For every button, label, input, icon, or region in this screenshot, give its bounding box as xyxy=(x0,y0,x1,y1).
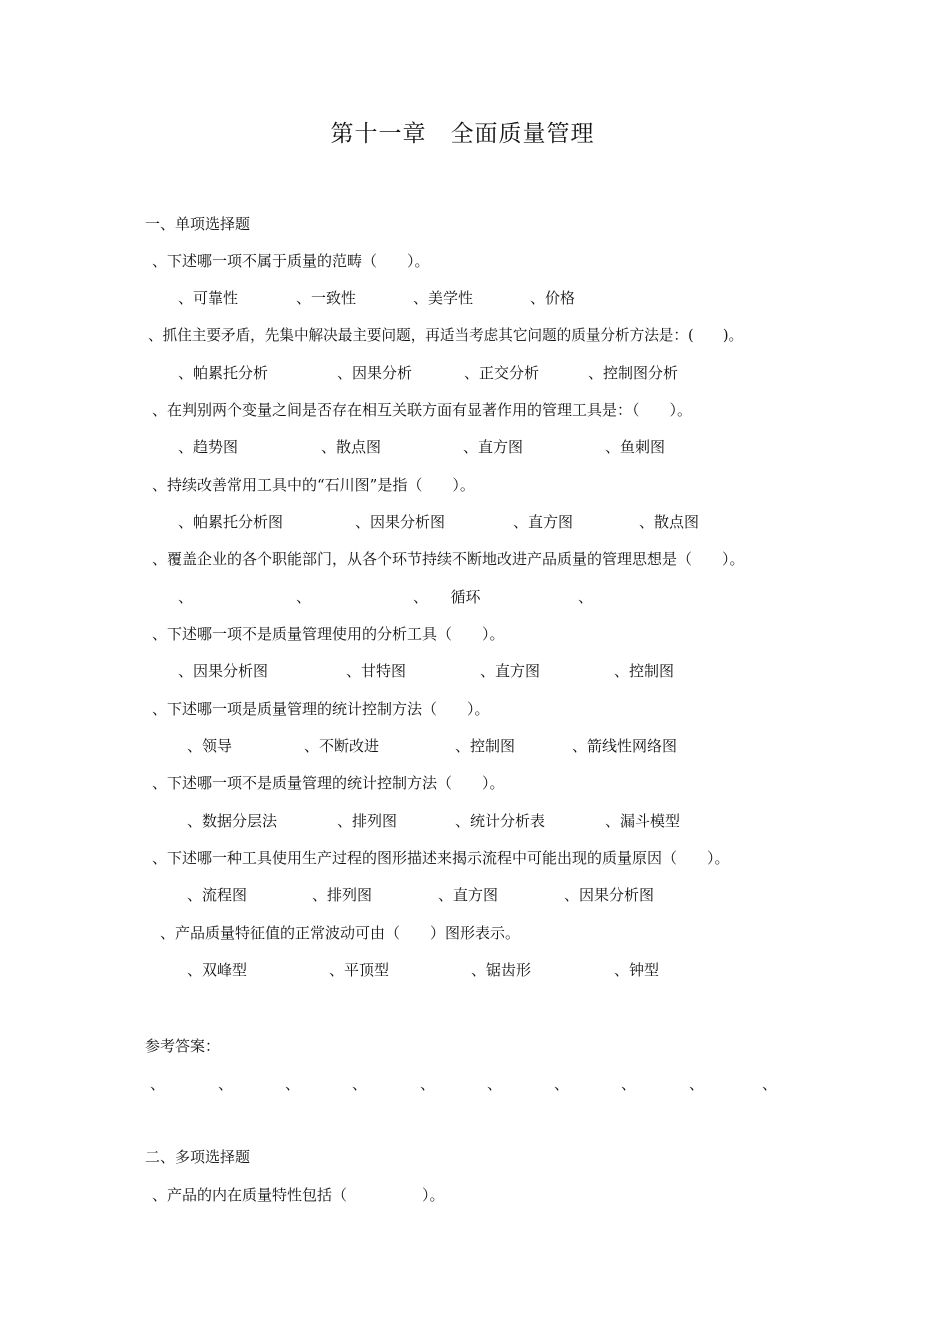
option-row xyxy=(0,436,950,458)
option: 、鱼刺图 xyxy=(605,438,666,456)
option: 、统计分析表 xyxy=(455,812,546,830)
option: 、一致性 xyxy=(296,289,357,307)
option: 、价格 xyxy=(530,289,576,307)
option: 、直方图 xyxy=(513,513,574,531)
question-stem: 、抓住主要矛盾，先集中解决最主要问题，再适当考虑其它问题的质量分析方法是：( )。 xyxy=(148,327,744,344)
answer-slot: 、 xyxy=(762,1075,778,1093)
option: 、直方图 xyxy=(463,438,524,456)
option: 、双峰型 xyxy=(187,961,248,979)
answer-slot: 、 xyxy=(554,1075,570,1093)
option: 、领导 xyxy=(187,737,233,755)
option: 、帕累托分析图 xyxy=(178,513,284,531)
option: 、控制图 xyxy=(614,662,675,680)
option: 、直方图 xyxy=(438,886,499,904)
option: 、控制图分析 xyxy=(588,364,679,382)
option-row xyxy=(0,511,950,533)
option-row xyxy=(0,362,950,384)
option: 、散点图 xyxy=(321,438,382,456)
option: 、直方图 xyxy=(480,662,541,680)
section-heading-single-choice: 一、单项选择题 xyxy=(145,215,251,233)
option-row xyxy=(0,959,950,981)
option: 、散点图 xyxy=(639,513,700,531)
option-row xyxy=(0,287,950,309)
question-stem: 、下述哪一项是质量管理的统计控制方法（ ）。 xyxy=(152,700,490,718)
answers-row xyxy=(0,1073,950,1095)
option: 、 xyxy=(296,588,312,606)
answer-slot: 、 xyxy=(352,1075,368,1093)
question-stem: 、下述哪一种工具使用生产过程的图形描述来揭示流程中可能出现的质量原因（ ）。 xyxy=(152,849,730,867)
option: 、平顶型 xyxy=(329,961,390,979)
answer-slot: 、 xyxy=(689,1075,705,1093)
question-stem: 、产品质量特征值的正常波动可由（ ）图形表示。 xyxy=(160,924,521,942)
option: 、排列图 xyxy=(337,812,398,830)
answer-slot: 、 xyxy=(150,1075,166,1093)
option-row xyxy=(0,586,950,608)
option: 、 xyxy=(178,588,194,606)
option: 、美学性 xyxy=(413,289,474,307)
option: 、趋势图 xyxy=(178,438,239,456)
option: 、因果分析 xyxy=(337,364,413,382)
question-stem: 、下述哪一项不是质量管理使用的分析工具（ ）。 xyxy=(152,625,505,643)
question-stem: 、下述哪一项不属于质量的范畴（ ）。 xyxy=(152,252,430,270)
option: 、漏斗模型 xyxy=(605,812,681,830)
answer-slot: 、 xyxy=(218,1075,234,1093)
option: 、钟型 xyxy=(614,961,660,979)
answer-slot: 、 xyxy=(420,1075,436,1093)
option: 、因果分析图 xyxy=(178,662,269,680)
question-stem: 、产品的内在质量特性包括（ ）。 xyxy=(152,1186,445,1204)
option-row xyxy=(0,810,950,832)
chapter-title: 第十一章 全面质量管理 xyxy=(330,121,595,147)
option: 、正交分析 xyxy=(464,364,540,382)
option: 、 xyxy=(578,588,594,606)
question-stem: 、在判别两个变量之间是否存在相互关联方面有显著作用的管理工具是：（ ）。 xyxy=(152,401,693,419)
option: 、流程图 xyxy=(187,886,248,904)
question-stem: 、下述哪一项不是质量管理的统计控制方法（ ）。 xyxy=(152,774,505,792)
answer-slot: 、 xyxy=(621,1075,637,1093)
option: 、锯齿形 xyxy=(471,961,532,979)
option-row xyxy=(0,884,950,906)
option: 、 循环 xyxy=(413,588,481,606)
answers-heading: 参考答案： xyxy=(145,1037,221,1055)
question-stem: 、覆盖企业的各个职能部门，从各个环节持续不断地改进产品质量的管理思想是（ ）。 xyxy=(152,550,745,568)
option: 、不断改进 xyxy=(304,737,380,755)
option: 、可靠性 xyxy=(178,289,239,307)
section-heading-multiple-choice: 二、多项选择题 xyxy=(145,1148,251,1166)
option: 、排列图 xyxy=(312,886,373,904)
option: 、因果分析图 xyxy=(564,886,655,904)
option: 、甘特图 xyxy=(346,662,407,680)
answer-slot: 、 xyxy=(285,1075,301,1093)
option: 、因果分析图 xyxy=(355,513,446,531)
answer-slot: 、 xyxy=(487,1075,503,1093)
option: 、箭线性网络图 xyxy=(572,737,678,755)
option-row xyxy=(0,660,950,682)
option-row xyxy=(0,735,950,757)
option: 、帕累托分析 xyxy=(178,364,269,382)
question-stem: 、持续改善常用工具中的“石川图”是指（ ）。 xyxy=(152,476,475,494)
option: 、控制图 xyxy=(455,737,516,755)
option: 、数据分层法 xyxy=(187,812,278,830)
